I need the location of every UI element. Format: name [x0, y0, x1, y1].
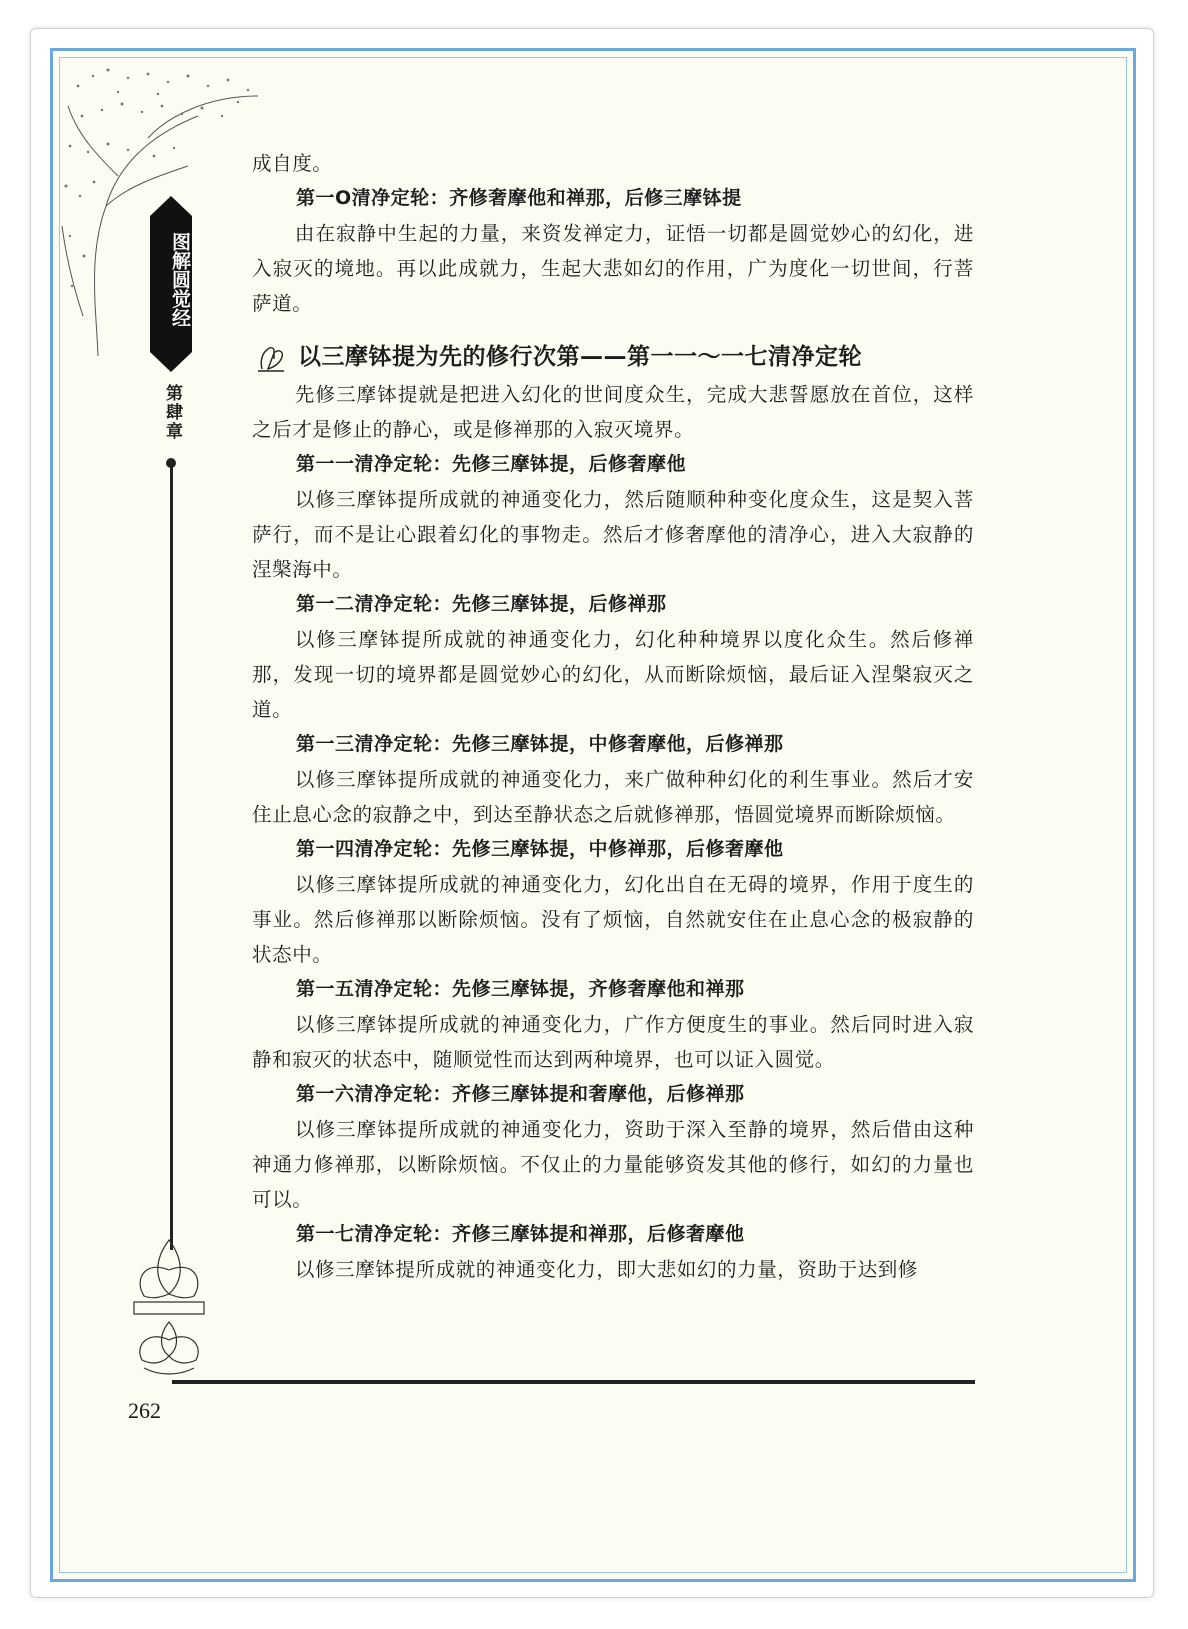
page-number: 262 — [128, 1398, 161, 1423]
section-intro: 先修三摩钵提就是把进入幻化的世间度众生，完成大悲誓愿放在首位，这样之后才是修止的静心，或是修禅那的入寂灭境界。 — [252, 383, 974, 441]
paragraph-wheel-13: 以修三摩钵提所成就的神通变化力，来广做种种幻化的利生事业。然后才安住止息心念的寂静之中，到达至静状态之后就修禅那，悟圆觉境界而断除烦恼。 — [252, 768, 974, 826]
subheading-wheel-15: 第一五清净定轮：先修三摩钵提，齐修奢摩他和禅那 — [296, 978, 745, 1000]
section-heading-block — [252, 337, 974, 377]
side-vertical-rule — [170, 460, 173, 1250]
paragraph-wheel-12: 以修三摩钵提所成就的神通变化力，幻化种种境界以度化众生。然后修禅那，发现一切的境界都是圆觉妙心的幻化，从而断除烦恼，最后证入涅槃寂灭之道。 — [252, 628, 974, 721]
page-content — [252, 146, 974, 1287]
subheading-wheel-16: 第一六清净定轮：齐修三摩钵提和奢摩他，后修禅那 — [296, 1083, 745, 1105]
bottom-rule — [172, 1380, 975, 1384]
book-title-vertical: 图解圆觉经 — [169, 231, 191, 327]
subheading-wheel-11: 第一一清净定轮：先修三摩钵提，后修奢摩他 — [296, 453, 687, 475]
section-heading: 以三摩钵提为先的修行次第——第一一～一七清净定轮 — [298, 344, 862, 370]
hand-lotus-icon — [254, 339, 290, 375]
paragraph-wheel-10: 由在寂静中生起的力量，来资发禅定力，证悟一切都是圆觉妙心的幻化，进入寂灭的境地。再以此成就力，生起大悲如幻的作用，广为度化一切世间，行菩萨道。 — [252, 222, 974, 315]
paragraph-wheel-15: 以修三摩钵提所成就的神通变化力，广作方便度生的事业。然后同时进入寂静和寂灭的状态中，随顺觉性而达到两种境界，也可以证入圆觉。 — [252, 1013, 974, 1071]
subheading-wheel-10: 第一O清净定轮：齐修奢摩他和禅那，后修三摩钵提 — [296, 187, 742, 209]
subheading-wheel-13: 第一三清净定轮：先修三摩钵提，中修奢摩他，后修禅那 — [296, 733, 784, 755]
lead-fragment: 成自度。 — [252, 152, 333, 175]
paragraph-wheel-14: 以修三摩钵提所成就的神通变化力，幻化出自在无碍的境界，作用于度生的事业。然后修禅那以断除烦恼。没有了烦恼，自然就安住在止息心念的极寂静的状态中。 — [252, 873, 974, 966]
chapter-label: 第肆章 — [162, 384, 182, 441]
lotus-flower-decoration — [124, 1230, 214, 1380]
subheading-wheel-12: 第一二清净定轮：先修三摩钵提，后修禅那 — [296, 593, 667, 615]
subheading-wheel-17: 第一七清净定轮：齐修三摩钵提和禅那，后修奢摩他 — [296, 1223, 745, 1245]
paragraph-wheel-17: 以修三摩钵提所成就的神通变化力，即大悲如幻的力量，资助于达到修 — [294, 1258, 918, 1281]
paragraph-wheel-11: 以修三摩钵提所成就的神通变化力，然后随顺种种变化度众生，这是契入菩萨行，而不是让心跟着幻化的事物走。然后才修奢摩他的清净心，进入大寂静的涅槃海中。 — [252, 488, 974, 581]
paragraph-wheel-16: 以修三摩钵提所成就的神通变化力，资助于深入至静的境界，然后借由这种神通力修禅那，以断除烦恼。不仅止的力量能够资发其他的修行，如幻的力量也可以。 — [252, 1118, 974, 1211]
subheading-wheel-14: 第一四清净定轮：先修三摩钵提，中修禅那，后修奢摩他 — [296, 838, 784, 860]
